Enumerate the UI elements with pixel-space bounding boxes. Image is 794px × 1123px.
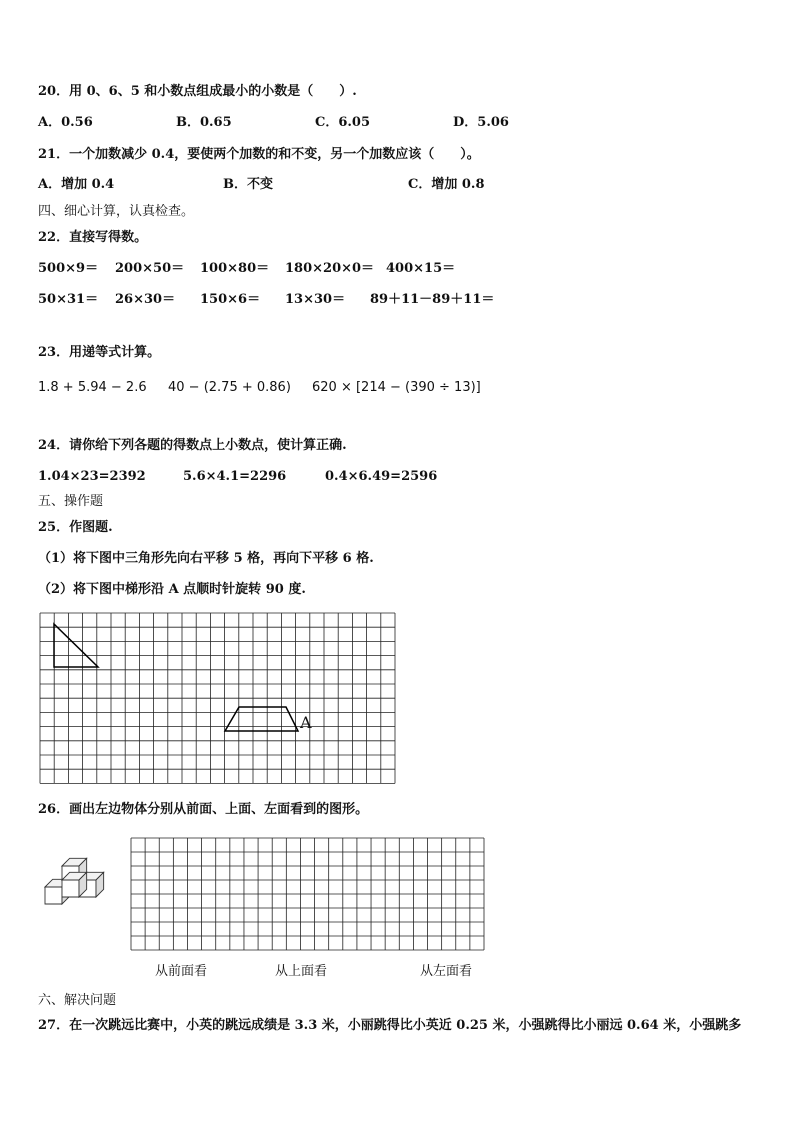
q24-item: 1.04×23=2392 <box>38 469 146 484</box>
q25-sub1: （1）将下图中三角形先向右平移 5 格，再向下平移 6 格. <box>38 551 374 566</box>
q20-option-d: D．5.06 <box>453 115 509 130</box>
q22-item: 13×30＝ <box>285 292 346 307</box>
q23-expression: 40 − (2.75 + 0.86) <box>168 380 291 395</box>
q25-triangle <box>54 624 98 667</box>
q21-option-a: A．增加 0.4 <box>38 177 115 192</box>
q24-item: 0.4×6.49=2596 <box>325 469 438 484</box>
q26-stem: 26．画出左边物体分别从前面、上面、左面看到的图形。 <box>38 802 369 817</box>
q22-item: 100×80＝ <box>200 261 270 276</box>
q25-trapezoid <box>225 707 298 731</box>
q22-item: 150×6＝ <box>200 292 261 307</box>
q23-stem: 23．用递等式计算。 <box>38 345 161 360</box>
view-label-left: 从左面看 <box>420 964 473 979</box>
q21-option-c: C．增加 0.8 <box>408 177 485 192</box>
q22-item: 400×15＝ <box>386 261 456 276</box>
point-a-label: A <box>300 713 312 732</box>
q26-cube-object <box>45 858 104 904</box>
q22-item: 500×9＝ <box>38 261 99 276</box>
section-5-heading: 五、操作题 <box>38 494 104 509</box>
q20-option-c: C．6.05 <box>315 115 371 130</box>
q21-stem: 21．一个加数减少 0.4，要使两个加数的和不变，另一个加数应该（ ）。 <box>38 147 480 162</box>
q24-item: 5.6×4.1=2296 <box>183 469 287 484</box>
q22-item: 180×20×0＝ <box>285 261 375 276</box>
q20-option-a: A．0.56 <box>38 115 93 130</box>
section-6-heading: 六、解决问题 <box>38 993 117 1008</box>
q25-stem: 25．作图题. <box>38 520 113 535</box>
q24-stem: 24．请你给下列各题的得数点上小数点，使计算正确. <box>38 438 347 453</box>
view-label-front: 从前面看 <box>155 964 208 979</box>
view-label-top: 从上面看 <box>275 964 328 979</box>
q27-stem: 27．在一次跳远比赛中，小英的跳远成绩是 3.3 米，小丽跳得比小英近 0.25 米，小强跳得比小丽远 0.64 米，小强跳多 <box>38 1018 742 1033</box>
q22-item: 200×50＝ <box>115 261 185 276</box>
q22-item: 26×30＝ <box>115 292 176 307</box>
q25-sub2: （2）将下图中梯形沿 A 点顺时针旋转 90 度. <box>38 582 306 597</box>
q22-item: 50×31＝ <box>38 292 99 307</box>
q20-option-b: B．0.65 <box>176 115 232 130</box>
q21-option-b: B．不变 <box>223 177 273 192</box>
section-4-heading: 四、细心计算，认真检查。 <box>38 204 195 219</box>
q23-expression: 620 × [214 − (390 ÷ 13)] <box>312 380 481 395</box>
q22-item: 89＋11－89＋11＝ <box>370 292 495 307</box>
q23-expression: 1.8 + 5.94 − 2.6 <box>38 380 147 395</box>
q22-stem: 22．直接写得数。 <box>38 230 148 245</box>
q20-stem: 20．用 0、6、5 和小数点组成最小的小数是（ ）. <box>38 84 357 99</box>
